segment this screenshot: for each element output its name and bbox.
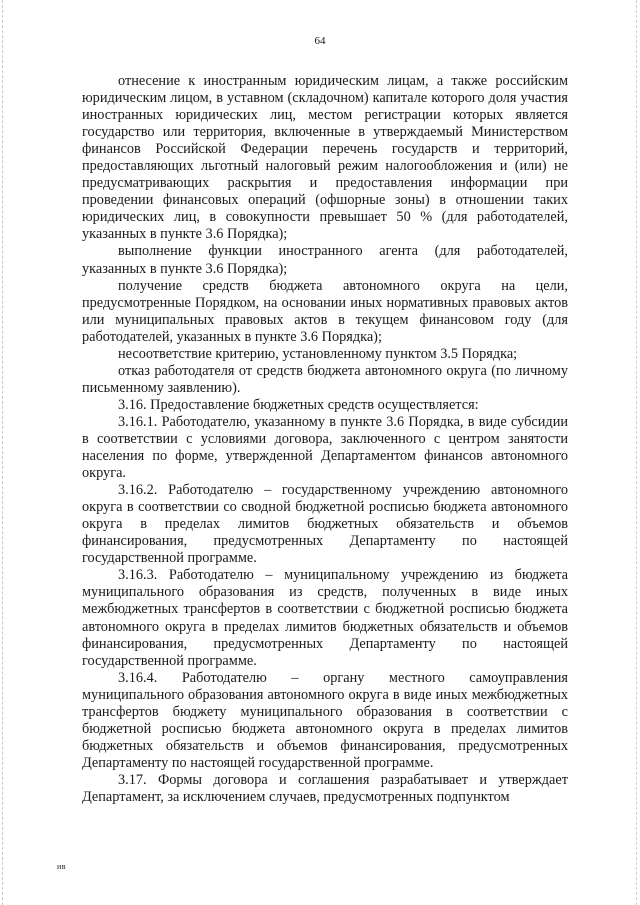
paragraph: 3.16.1. Работодателю, указанному в пункте 3.6 Порядка, в виде субсидии в соответствии с условиями договора, заключенного с центром занятости населения по форме, утвержденной Департаментом финансов автономного округа. xyxy=(82,413,568,482)
page-number: 64 xyxy=(314,35,326,47)
paragraph: 3.16.3. Работодателю – муниципальному учреждению из бюджета муниципального образования из средств, полученных в виде иных межбюджетных трансфертов в соответствии с бюджетной росписью бюджета автономного округа в пределах лимитов бюджетных обязательств и объемов финансирования, предусмотренных Департаменту по настоящей государственной программе. xyxy=(82,567,568,669)
paragraph: несоответствие критерию, установленному пунктом 3.5 Порядка; xyxy=(118,345,518,362)
paragraph: отнесение к иностранным юридическим лицам, а также российским юридическим лицом, в уставном (складочном) капитале которого доля участия иностранных юридических лиц, местом регистрации которых является государство или территория, включенные в утверждаемый Министерством финансов Российской Федерации перечень государств и территорий, предоставляющих льготный налоговый режим налогообложения и (или) не предусматривающих раскрытия и предоставления информации при проведении финансовых операций (офшорные зоны) в отношении таких юридических лиц, в совокупности превышает 50 % (для работодателей, указанных в пункте 3.6 Порядка); xyxy=(82,73,568,243)
paragraph: отказ работодателя от средств бюджета автономного округа (по личному письменному заявлению). xyxy=(82,362,568,396)
paragraph: выполнение функции иностранного агента (для работодателей, указанных в пункте 3.6 Порядка); xyxy=(82,243,568,277)
paragraph: 3.16.4. Работодателю – органу местного самоуправления муниципального образования автономного округа в виде иных межбюджетных трансфертов бюджету муниципального образования в соответствии с бюджетной росписью бюджета автономного округа в пределах лимитов бюджетных обязательств и объемов финансирования, предусмотренных Департаменту по настоящей государственной программе. xyxy=(82,669,568,771)
paragraph: 3.17. Формы договора и соглашения разрабатывает и утверждает Департамент, за исключением случаев, предусмотренных подпунктом xyxy=(82,771,568,805)
left-page-edge xyxy=(2,0,3,905)
paragraph: 3.16. Предоставление бюджетных средств осуществляется: xyxy=(118,396,479,413)
document-body xyxy=(82,73,568,806)
paragraph: 3.16.2. Работодателю – государственному учреждению автономного округа в соответствии со сводной бюджетной росписью бюджета автономного округа в пределах лимитов бюджетных обязательств и объемов финансирования, предусмотренных Департаменту по настоящей государственной программе. xyxy=(82,482,568,567)
footer-mark: ив xyxy=(57,862,67,871)
paragraph: получение средств бюджета автономного округа на цели, предусмотренные Порядком, на основании иных нормативных правовых актов или муниципальных правовых актов в текущем финансовом году (для работодателей, указанных в пункте 3.6 Порядка); xyxy=(82,277,568,345)
right-page-edge xyxy=(636,0,637,905)
